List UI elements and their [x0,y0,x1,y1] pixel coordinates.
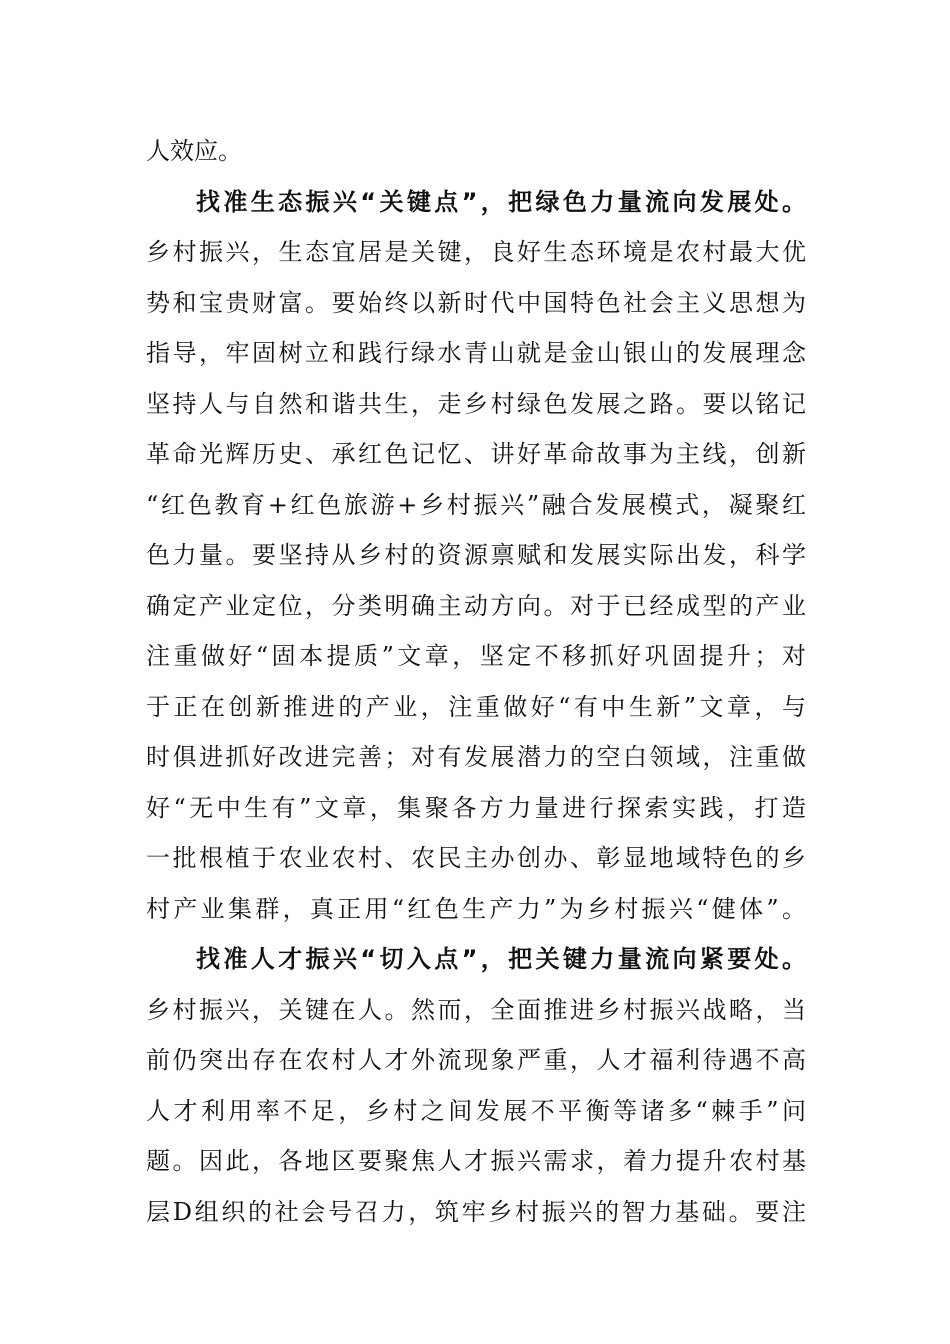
text-line: 时俱进抓好改进完善；对有发展潜力的空白领域，注重做 [146,743,806,771]
text-line: 于正在创新推进的产业，注重做好“有中生新”文章，与 [146,692,806,721]
text-line: 色力量。要坚持从乡村的资源禀赋和发展实际出发，科学 [146,541,806,569]
text-line: 势和宝贵财富。要始终以新时代中国特色社会主义思想为 [146,288,806,317]
text-line: 好“无中生有”文章，集聚各方力量进行探索实践，打造 [146,793,806,822]
document-body [146,126,806,1237]
section-heading-ecology: 找准生态振兴“关键点”，把绿色力量流向发展处。 [196,187,806,216]
text-line: 注重做好“固本提质”文章，坚定不移抓好巩固提升；对 [146,642,806,670]
text-line: 确定产业定位，分类明确主动方向。对于已经成型的产业 [146,591,806,620]
section-heading-talent: 找准人才振兴“切入点”，把关键力量流向紧要处。 [196,945,806,973]
text-line: “红色教育+红色旅游+乡村振兴”融合发展模式，凝聚红 [146,490,806,519]
text-line: 乡村振兴，关键在人。然而，全面推进乡村振兴战略，当 [146,995,806,1024]
text-line: 坚持人与自然和谐共生，走乡村绿色发展之路。要以铭记 [146,389,806,418]
text-line: 乡村振兴，生态宜居是关键，良好生态环境是农村最大优 [146,238,806,266]
text-line: 人效应。 [146,137,242,165]
text-line: 题。因此，各地区要聚焦人才振兴需求，着力提升农村基 [146,1147,806,1175]
text-line: 一批根植于农业农村、农民主办创办、彰显地域特色的乡 [146,844,806,872]
text-line: 村产业集群，真正用“红色生产力”为乡村振兴“健体”。 [146,894,806,923]
text-line: 人才利用率不足，乡村之间发展不平衡等诸多“棘手”问 [146,1096,806,1125]
text-line: 革命光辉历史、承红色记忆、讲好革命故事为主线，创新 [146,440,806,468]
text-line: 指导，牢固树立和践行绿水青山就是金山银山的发展理念 [146,339,806,367]
text-line: 层D组织的社会号召力，筑牢乡村振兴的智力基础。要注 [146,1197,806,1226]
text-line: 前仍突出存在农村人才外流现象严重，人才福利待遇不高 [146,1046,806,1074]
